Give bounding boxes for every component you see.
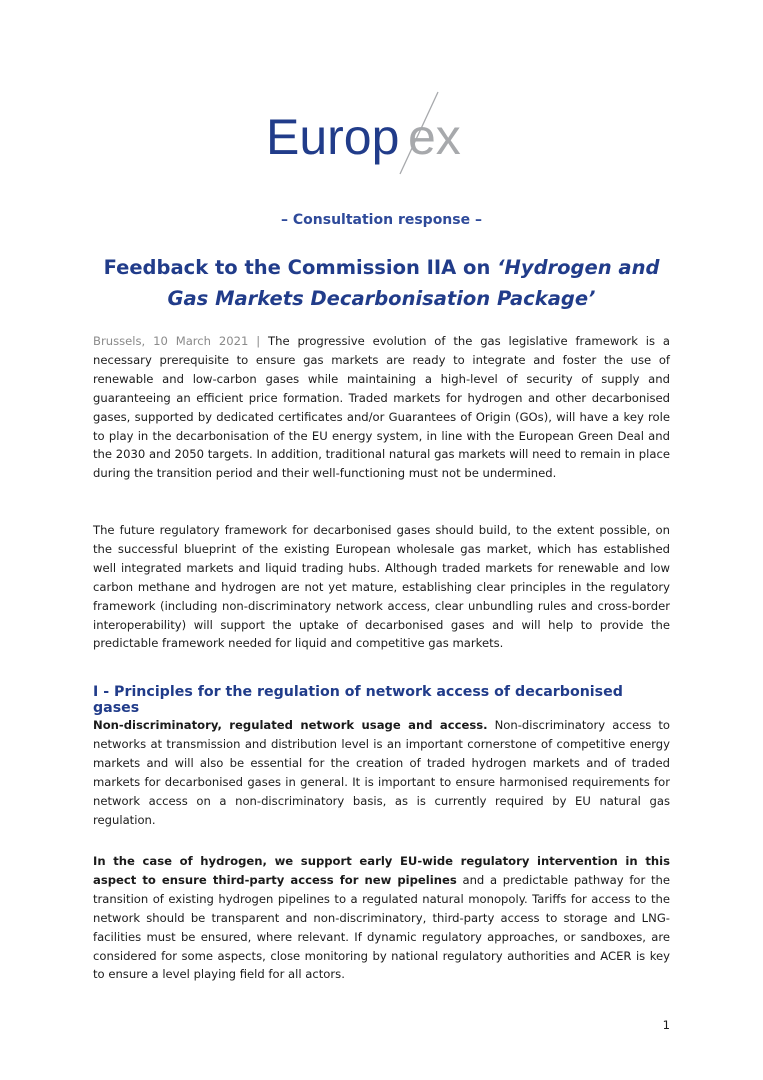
section-paragraph-1 [93,716,670,829]
section-p1-lead: Non-discriminatory, regulated network usage and access. [93,718,488,732]
europex-logo [0,88,763,178]
logo-text-secondary: ex [407,109,461,165]
title-plain: Feedback to the Commission IIA on [103,256,498,279]
dateline: Brussels, 10 March 2021 | [93,334,261,348]
title-italic: ‘Hydrogen and Gas Markets Decarbonisation Package’ [167,256,660,310]
paragraph-2: The future regulatory framework for decarbonised gases should build, to the extent possible, on the successful blueprint of the existing European wholesale gas market, which has established well integrated markets and liquid trading hubs. Although traded markets for renewable and low carbon methane and hydrogen are not yet mature, establishing clear principles in the regulatory framework (including non-discriminatory network access, clear unbundling rules and cross-border interoperability) will support the uptake of decarbonised gases and will help to provide the predictable framework needed for liquid and competitive gas markets. [93,523,670,651]
logo-text-primary: Europ [265,109,399,165]
document-title [86,252,677,314]
section-p1-text: Non-discriminatory access to networks at transmission and distribution level is an important cornerstone of competitive energy markets and will also be essential for the creation of traded hydrogen markets and of traded markets for decarbonised gases in general. It is important to ensure harmonised requirements for network access on a non-discriminatory basis, as is currently required by EU natural gas regulation. [93,718,670,827]
section-heading: I - Principles for the regulation of network access of decarbonised gases [93,684,623,716]
section-p2-text: and a predictable pathway for the transition of existing hydrogen pipelines to a regulated natural monopoly. Tariffs for access to the network should be transparent and non-discriminatory, third-party access to storage and LNG-facilities must be ensured, where relevant. If dynamic regulatory approaches, or sandboxes, are considered for some aspects, close monitoring by national regulatory authorities and ACER is key to ensure a level playing field for all actors. [93,872,670,982]
document-kicker: – Consultation response – [281,212,482,228]
section-paragraph-2 [93,852,670,984]
intro-text: The progressive evolution of the gas legislative framework is a necessary prerequisite to ensure gas markets are ready to integrate and foster the use of renewable and low-carbon gases while maintaining a high-level of security of supply and guaranteeing an efficient price formation. Traded markets for hydrogen and other decarbonised gases, supported by dedicated certificates and/or Guarantees of Origin (GOs), will have a key role to play in the decarbonisation of the EU energy system, in line with the European Green Deal and the 2030 and 2050 targets. In addition, traditional natural gas markets will need to remain in place during the transition period and their well-functioning must not be undermined. [93,334,670,481]
section-p2-lead: In the case of hydrogen, we support early EU-wide regulatory intervention in this aspect to ensure third-party access for new pipelines [93,854,670,887]
page-number: 1 [662,1018,670,1032]
intro-paragraph [93,332,670,483]
